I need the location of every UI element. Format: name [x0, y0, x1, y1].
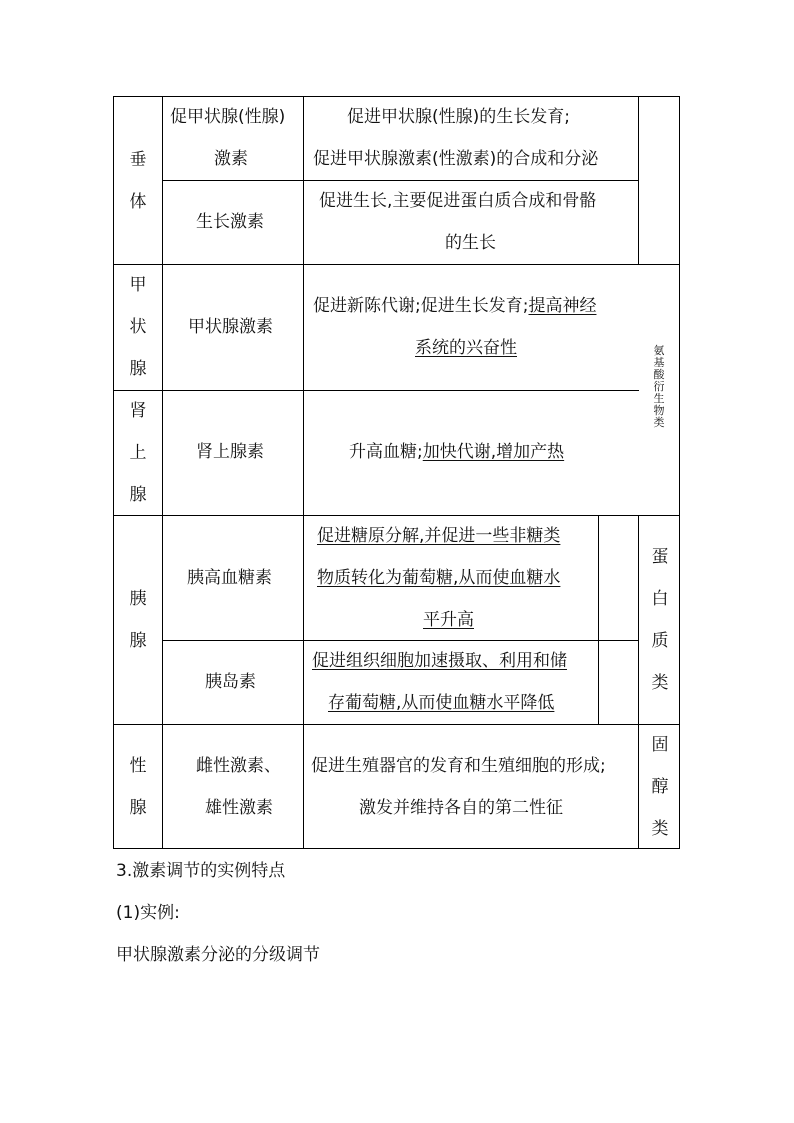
- hormone-function: [349, 442, 564, 463]
- chemical-type-char: 酸: [653, 368, 665, 381]
- chemical-type-char: 生: [653, 392, 665, 405]
- chemical-type-char: 质: [651, 631, 669, 651]
- chemical-type-char: 醇: [651, 777, 669, 797]
- gland-char: 体: [129, 192, 147, 212]
- table-border-top: [113, 96, 680, 97]
- chemical-type-char: 蛋: [651, 547, 669, 567]
- gland-char: 肾: [129, 401, 147, 421]
- chemical-type-char: 基: [653, 356, 665, 369]
- chemical-type-char: 固: [651, 735, 669, 755]
- chemical-type-char: 白: [651, 589, 669, 609]
- hormone-function: 促进甲状腺激素(性激素)的合成和分泌: [313, 149, 599, 169]
- gland-char: 腺: [129, 485, 147, 505]
- row-divider-1: [113, 264, 680, 265]
- row-divider-2: [113, 390, 639, 391]
- col-divider-2: [303, 96, 304, 849]
- hormone-function: 促进生殖器官的发育和生殖细胞的形成;: [311, 756, 606, 776]
- hormone-name: 胰岛素: [205, 672, 256, 692]
- hormone-name: 激素: [214, 149, 248, 169]
- chemical-type-char: 物: [653, 404, 665, 417]
- section-subheading: (1)实例:: [116, 903, 180, 923]
- gland-char: 垂: [129, 150, 147, 170]
- function-text-underlined: 加快代谢,增加产热: [422, 442, 565, 462]
- hormone-function: 激发并维持各自的第二性征: [359, 798, 563, 818]
- hormone-function: 的生长: [445, 233, 496, 253]
- gland-char: 甲: [129, 275, 147, 295]
- gland-char: 腺: [129, 359, 147, 379]
- function-text: 促进新陈代谢;促进生长发育;: [313, 296, 529, 316]
- row-divider-pancreas: [162, 640, 639, 641]
- col-divider-1: [162, 96, 163, 849]
- gland-char: 胰: [129, 589, 147, 609]
- hormone-function: [313, 296, 596, 317]
- chemical-type-char: 类: [653, 416, 665, 429]
- hormone-function-underlined: 系统的兴奋性: [415, 338, 517, 358]
- function-text: 升高血糖;: [349, 442, 423, 462]
- hormone-function-underlined: 促进糖原分解,并促进一些非糖类: [317, 526, 561, 546]
- section-body: 甲状腺激素分泌的分级调节: [116, 945, 320, 965]
- row-divider-pituitary: [162, 180, 639, 181]
- col-divider-inner: [598, 515, 599, 724]
- col-divider-3b: [638, 515, 639, 849]
- hormone-name: 肾上腺素: [196, 442, 264, 462]
- hormone-function: 促进生长,主要促进蛋白质合成和骨骼: [319, 191, 597, 211]
- chemical-type-char: 类: [651, 819, 669, 839]
- hormone-name: 生长激素: [196, 212, 264, 232]
- hormone-function-underlined: 存葡萄糖,从而使血糖水平降低: [328, 693, 555, 713]
- table-border-left: [113, 96, 114, 849]
- function-text-underlined: 提高神经: [528, 296, 597, 316]
- hormone-name: 促甲状腺(性腺): [170, 107, 286, 127]
- gland-char: 状: [129, 317, 147, 337]
- hormone-name: 雌性激素、: [196, 756, 281, 776]
- hormone-function-underlined: 物质转化为葡萄糖,从而使血糖水: [317, 568, 561, 588]
- table-border-bottom: [113, 848, 680, 849]
- hormone-function-underlined: 平升高: [423, 610, 474, 630]
- gland-char: 上: [129, 443, 147, 463]
- hormone-function-underlined: 促进组织细胞加速摄取、利用和储: [312, 651, 567, 671]
- gland-char: 性: [129, 756, 147, 776]
- gland-char: 腺: [129, 798, 147, 818]
- table-border-right: [679, 96, 680, 849]
- row-divider-3: [113, 515, 680, 516]
- row-divider-4: [113, 724, 680, 725]
- chemical-type-char: 类: [651, 673, 669, 693]
- hormone-name: 雄性激素: [205, 798, 273, 818]
- chemical-type-char: 衍: [653, 380, 665, 393]
- hormone-name: 甲状腺激素: [188, 317, 273, 337]
- section-heading: 3.激素调节的实例特点: [116, 861, 286, 881]
- hormone-name: 胰高血糖素: [187, 568, 272, 588]
- chemical-type-char: 氨: [653, 344, 665, 357]
- hormone-function: 促进甲状腺(性腺)的生长发育;: [347, 107, 570, 127]
- gland-char: 腺: [129, 631, 147, 651]
